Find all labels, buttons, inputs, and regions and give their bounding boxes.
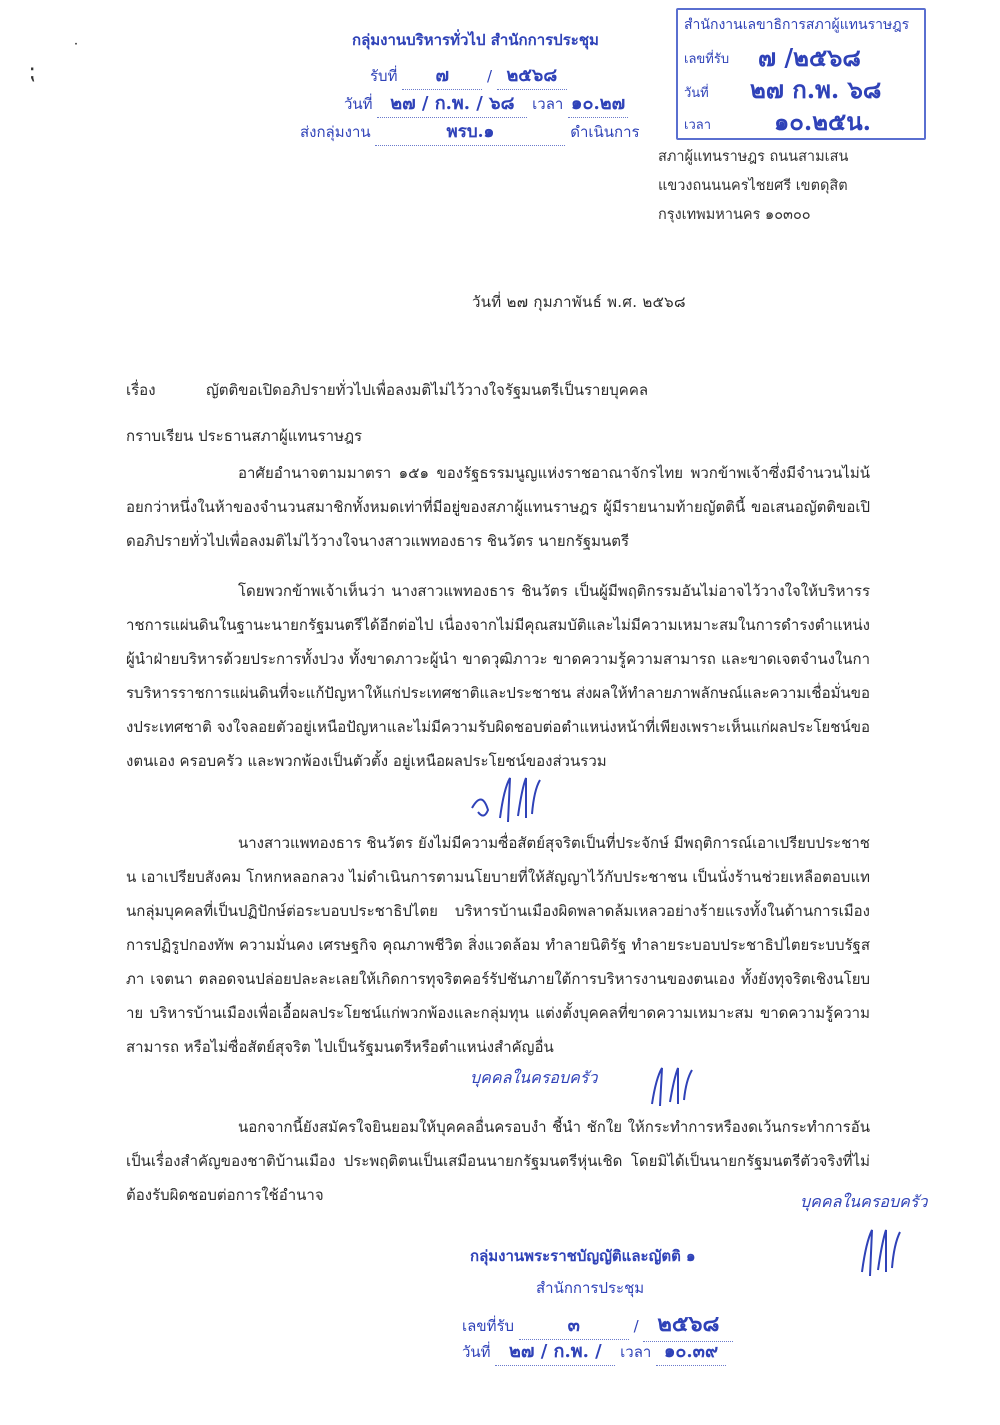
box-time-value: ๑๐.๒๕น. [774,107,871,136]
paragraph: อาศัยอำนาจตามมาตรา ๑๕๑ ของรัฐธรรมนูญแห่งราชอาณาจักรไทย พวกข้าพเจ้าซึ่งมีจำนวนไม่น้อยกว่าหนึ่งในห้าของจำนวนสมาชิกทั้งหมดเท่าที่มีอยู่ของสภาผู้แทนราษฎร ผู้มีรายนามท้ายญัตตินี้ ขอเสนอญัตติขอเปิดอภิปรายทั่วไปเพื่อลงมติไม่ไว้วางใจนางสาวแพทองธาร ชินวัตร นายกรัฐมนตรี [126,464,870,550]
paragraph: นางสาวแพทองธาร ชินวัตร ยังไม่มีความซื่อสัตย์สุจริตเป็นที่ประจักษ์ มีพฤติการณ์เอาเปรียบประชาชน เอาเปรียบสังคม โกหกหลอกลวง ไม่ดำเนินการตามนโยบายที่ให้สัญญาไว้กับประชาชน เป็นนั่งร้านช่วยเหลือตอบแทนกลุ่มบุคคลที่เป็นปฏิปักษ์ต่อระบอบประชาธิปไตย บริหารบ้านเมืองผิดพลาดล้มเหลวอย่างร้ายแรงทั้งในด้านการเมือง การปฏิรูปกองทัพ ความมั่นคง เศรษฐกิจ คุณภาพชีวิต สิ่งแวดล้อม ทำลายนิติรัฐ ทำลายระบอบประชาธิปไตยระบบรัฐสภา เจตนา ตลอดจนปล่อยปละละเลยให้เกิดการทุจริตคอร์รัปชันภายใต้การบริหารงานของตนเอง ทั้งยังทุจริตเชิงนโยบาย บริหารบ้านเมืองเพื่อเอื้อผลประโยชน์แก่พวกพ้องและกลุ่มทุน แต่งตั้งบุคคลที่ขาดความเหมาะสม ขาดความรู้ความสามารถ หรือไม่ซื่อสัตย์สุจริต ไปเป็นรัฐมนตรีหรือตำแหน่งสำคัญอื่น [126,834,870,1056]
salutation: กราบเรียน ประธานสภาผู้แทนราษฎร [126,427,363,445]
handwritten-note: บุคคลในครอบครัว [800,1192,928,1211]
address-line: สภาผู้แทนราษฎร ถนนสามเสน [658,149,849,165]
bottom-stamp-receipt: เลขที่รับ ๓ / ๒๕๖๘ [462,1306,733,1342]
stamp-forward: ส่งกลุ่มงาน พรบ.๑ ดำเนินการ [300,118,640,146]
bottom-stamp-date: วันที่ ๒๗ / ก.พ. / เวลา ๑๐.๓๙ [462,1336,726,1366]
paragraph: โดยพวกข้าพเจ้าเห็นว่า นางสาวแพทองธาร ชินวัตร เป็นผู้มีพฤติกรรมอันไม่อาจไว้วางใจให้บริหารราชการแผ่นดินในฐานะนายกรัฐมนตรีได้อีกต่อไป เนื่องจากไม่มีคุณสมบัติและไม่มีความเหมาะสมในการดำรงตำแหน่งผู้นำฝ่ายบริหารด้วยประการทั้งปวง ทั้งขาดภาวะผู้นำ ขาดวุฒิภาวะ ขาดความรู้ความสามารถ และขาดเจตจำนงในการบริหารราชการแผ่นดินที่จะแก้ปัญหาให้แก่ประเทศชาติและประชาชน ส่งผลให้ทำลายภาพลักษณ์และความเชื่อมั่นของประเทศชาติ จงใจลอยตัวอยู่เหนือปัญหาและไม่มีความรับผิดชอบต่อตำแหน่งหน้าที่เพียงเพราะเห็นแก่ผลประโยชน์ของตนเอง ครอบครัว และพวกพ้องเป็นตัวตั้ง อยู่เหนือผลประโยชน์ของส่วนรวม [126,582,870,770]
bottom-stamp-subtitle: สำนักการประชุม [536,1279,645,1297]
secretariat-stamp [676,8,926,140]
box-stamp-title: สำนักงานเลขาธิการสภาผู้แทนราษฎร [684,17,910,33]
initial-signature [856,1220,912,1280]
address-line: แขวงถนนนครไชยศรี เขตดุสิต [658,178,848,194]
document-date: วันที่ ๒๗ กุมภาพันธ์ พ.ศ. ๒๕๖๘ [472,293,686,311]
handwritten-note: บุคคลในครอบครัว [470,1068,598,1087]
subject-text: ญัตติขอเปิดอภิปรายทั่วไปเพื่อลงมติไม่ไว้วางใจรัฐมนตรีเป็นรายบุคคล [206,381,649,399]
stamp-date: วันที่ ๒๗ / ก.พ. / ๖๘ เวลา ๑๐.๒๗ [344,88,628,118]
bottom-receiving-stamp [440,1240,760,1370]
initial-signature [644,1060,704,1110]
subject-label: เรื่อง [126,381,156,399]
bottom-stamp-title: กลุ่มงานพระราชบัญญัติและญัตติ ๑ [470,1247,696,1265]
paragraph: นอกจากนี้ยังสมัครใจยินยอมให้บุคคลอื่นครอบงำ ชี้นำ ชักใย ให้กระทำการหรืองดเว้นกระทำการอันเป็นเรื่องสำคัญของชาติบ้านเมือง ประพฤติตนเป็นเสมือนนายกรัฐมนตรีหุ่นเชิด โดยมิได้เป็นนายกรัฐมนตรีตัวจริงที่ไม่ต้องรับผิดชอบต่อการใช้อำนาจ [126,1118,870,1204]
box-date-label: วันที่ [684,86,709,101]
stamp-title: กลุ่มงานบริหารทั่วไป สำนักการประชุม [352,31,599,49]
scan-mark: ˙ [72,40,80,59]
receiving-stamp [296,26,676,146]
box-receipt-label: เลขที่รับ [684,52,730,67]
scan-mark: ⁏ [28,60,36,85]
box-time-label: เวลา [684,118,712,133]
sender-address [658,143,848,230]
initial-signature [466,768,556,828]
stamp-receipt: รับที่ ๗ / ๒๕๖๘ [370,60,567,90]
box-receipt-value: ๗ /๒๕๖๘ [758,43,861,72]
box-date-value: ๒๗ ก.พ. ๖๘ [750,75,882,104]
address-line: กรุงเทพมหานคร ๑๐๓๐๐ [658,207,811,223]
subject [126,378,648,402]
